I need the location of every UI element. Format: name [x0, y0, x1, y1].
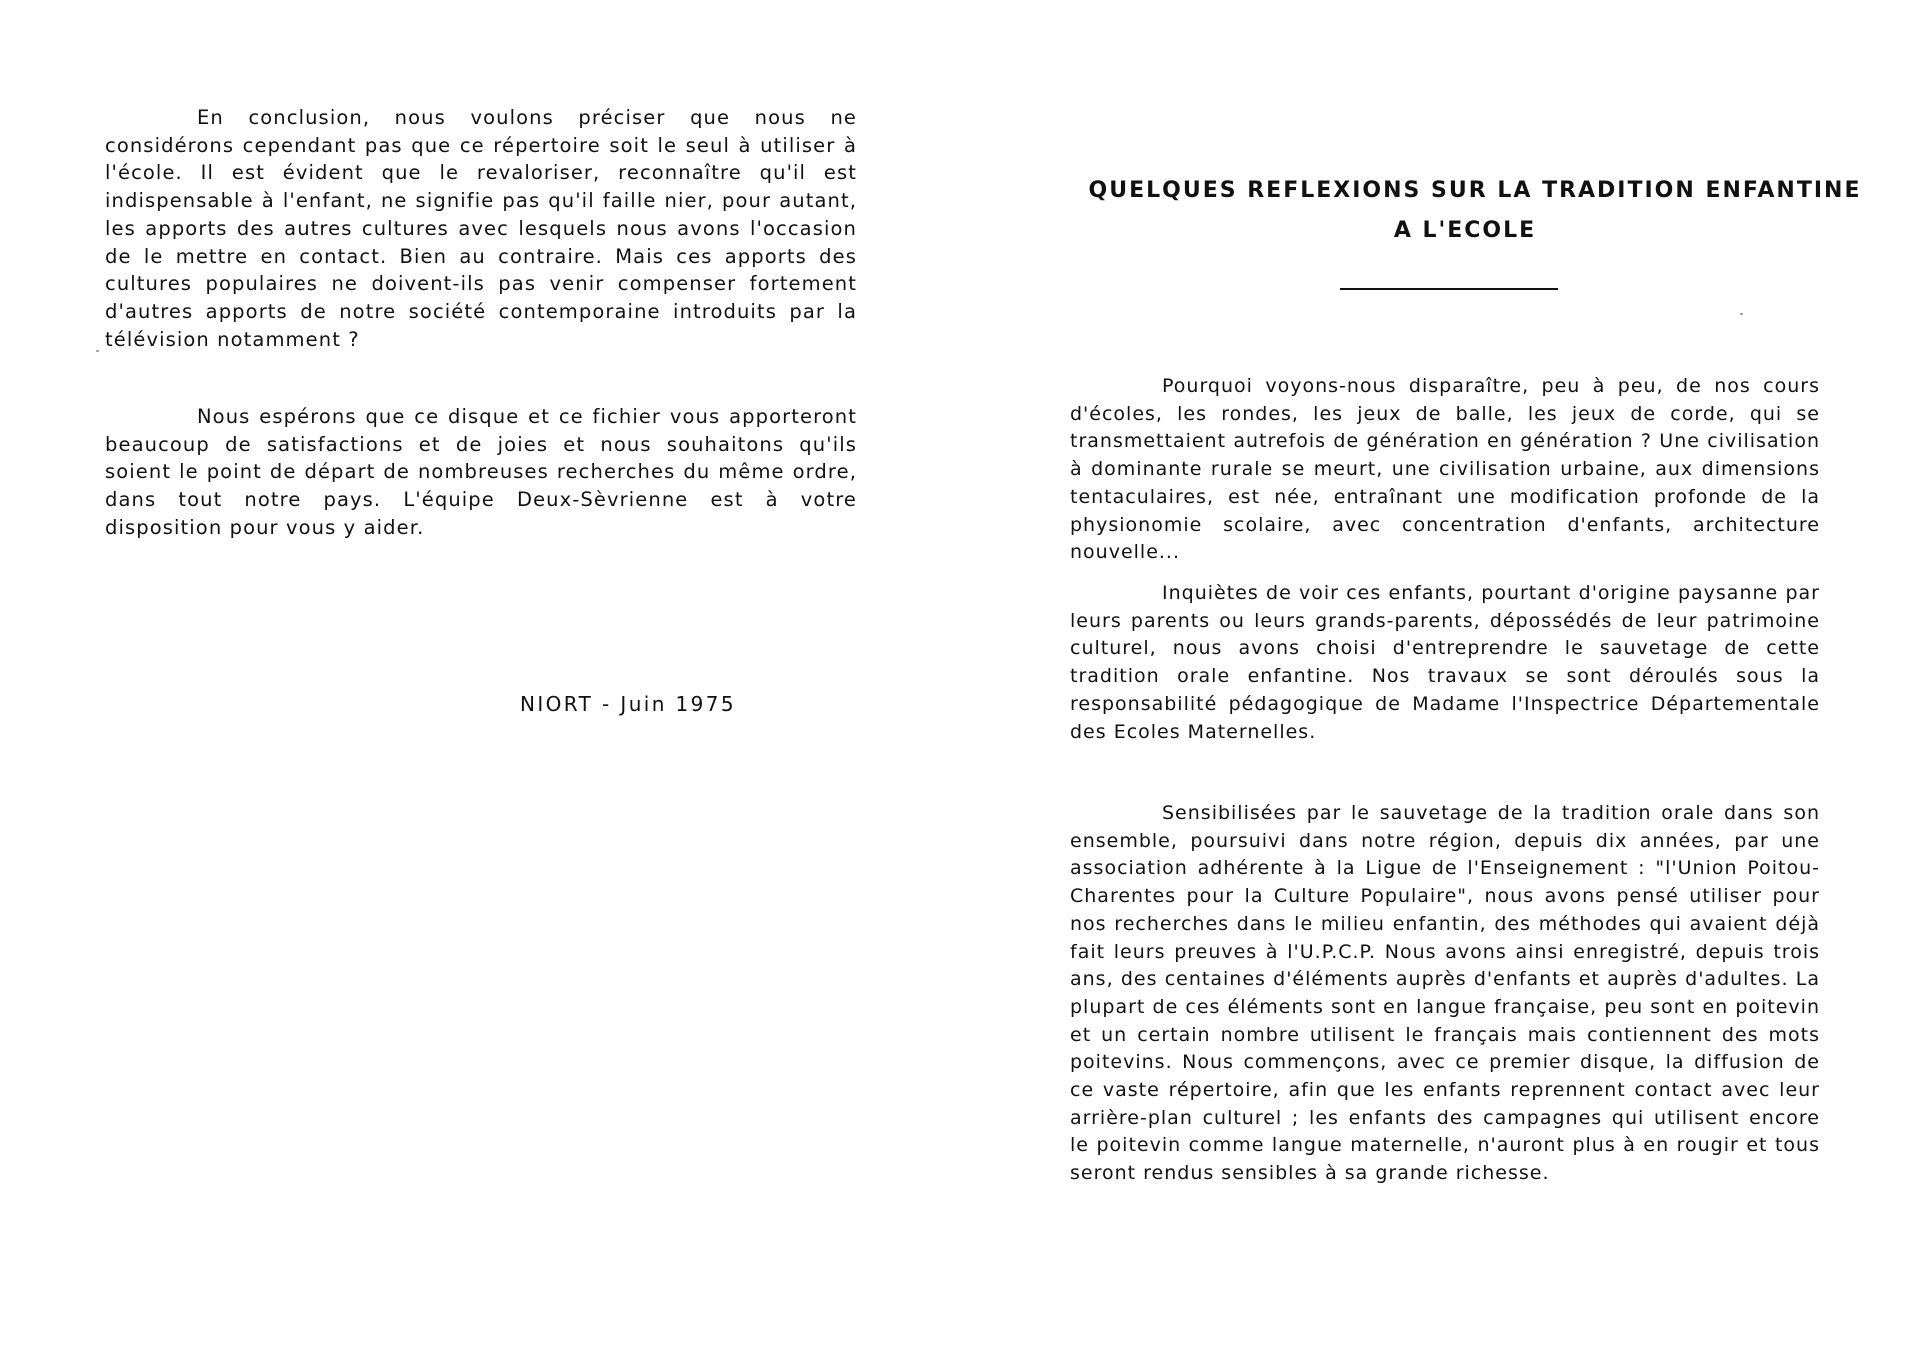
- title-underline-divider: [1340, 288, 1558, 290]
- method-paragraph: Sensibilisées par le sauvetage de la tradition orale dans son ensemble, poursuivi dans notre région, depuis dix années, par une association adhérente à la Ligue de l'Enseignement : "l'Union Poitou-Charentes pour la Culture Populaire", nous avons pensé utiliser pour nos recherches dans le milieu enfantin, des méthodes qui avaient déjà fait leurs preuves à l'U.P.C.P. Nous avons ainsi enregistré, depuis trois ans, des centaines d'éléments auprès d'enfants et auprès d'adultes. La plupart de ces éléments sont en langue française, peu sont en poitevin et un certain nombre utilisent le français mais contiennent des mots poitevins. Nous commençons, avec ce premier disque, la diffusion de ce vaste répertoire, afin que les enfants reprennent contact avec leur arrière-plan culturel ; les enfants des campagnes qui utilisent encore le poitevin comme langue maternelle, n'auront plus à en rougir et tous seront rendus sensibles à sa grande richesse.: [1070, 802, 1820, 1185]
- page-title-line-1: QUELQUES REFLEXIONS SUR LA TRADITION ENFANTINE: [1088, 178, 1862, 203]
- page-title-line-2: A L'ECOLE: [1393, 218, 1537, 243]
- conclusion-paragraph: En conclusion, nous voulons préciser que nous ne considérons cependant pas que ce répertoire soit le seul à utiliser à l'école. Il est évident que le revaloriser, reconnaître qu'il est indispensable à l'enfant, ne signifie pas qu'il faille nier, pour autant, les apports des autres cultures avec lesquels nous avons l'occasion de le mettre en contact. Bien au contraire. Mais ces apports des cultures populaires ne doivent-ils pas venir compenser fortement d'autres apports de notre société contemporaine introduits par la télévision notamment ?: [105, 106, 857, 351]
- scan-speck: [1740, 313, 1743, 315]
- intro-paragraph: Pourquoi voyons-nous disparaître, peu à peu, de nos cours d'écoles, les rondes, les jeux de balle, les jeux de corde, qui se transmettaient autrefois de génération en génération ? Une civilisation à dominante rurale se meurt, une civilisation urbaine, aux dimensions tentaculaires, est née, entraînant une modification profonde de la physionomie scolaire, avec concentration d'enfants, architecture nouvelle...: [1070, 375, 1820, 564]
- place-date-signoff: NIORT - Juin 1975: [520, 692, 737, 716]
- motivation-paragraph: Inquiètes de voir ces enfants, pourtant d'origine paysanne par leurs parents ou leurs grands-parents, dépossédés de leur patrimoine culturel, nous avons choisi d'entreprendre le sauvetage de cette tradition orale enfantine. Nos travaux se sont déroulés sous la responsabilité pédagogique de Madame l'Inspectrice Départementale des Ecoles Maternelles.: [1070, 582, 1820, 743]
- scan-speck: [96, 350, 99, 352]
- closing-paragraph: Nous espérons que ce disque et ce fichier vous apporteront beaucoup de satisfactions et de joies et nous souhaitons qu'ils soient le point de départ de nombreuses recherches du même ordre, dans tout notre pays. L'équipe Deux-Sèvrienne est à votre disposition pour vous y aider.: [105, 405, 857, 539]
